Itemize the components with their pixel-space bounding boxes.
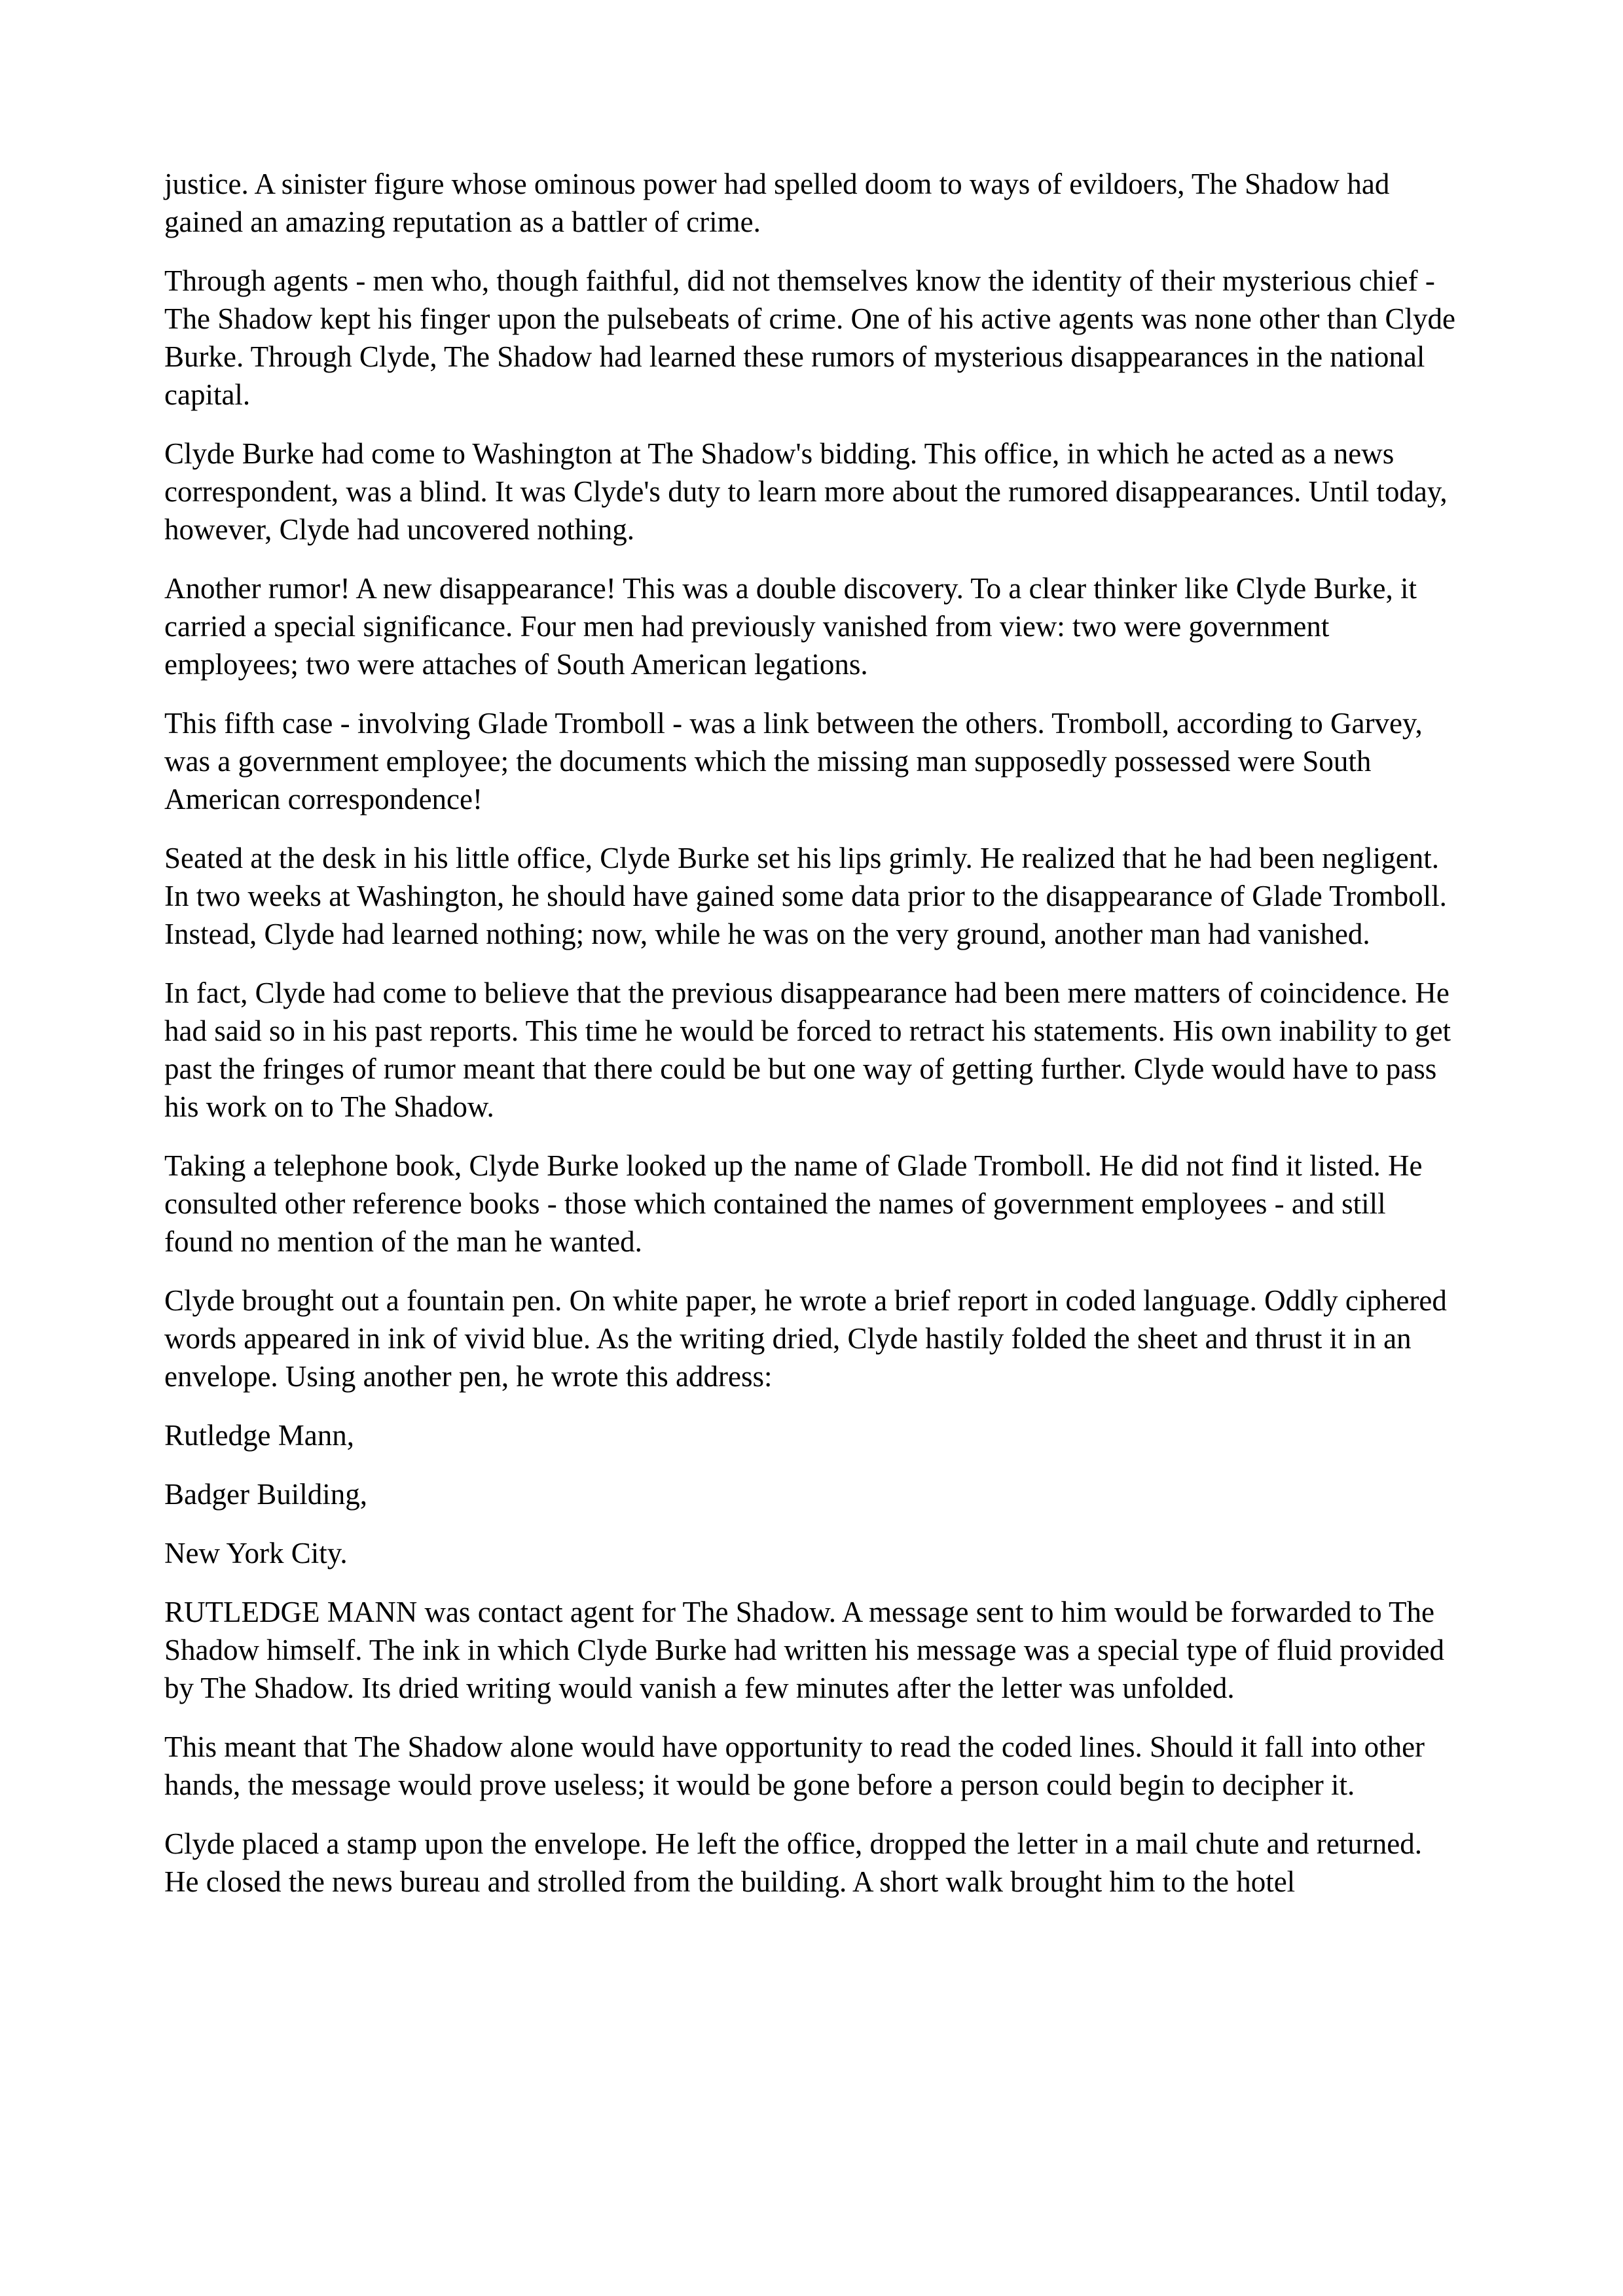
paragraph: Through agents - men who, though faithful, did not themselves know the identity of their mysterious chief - The Shadow kept his finger upon the pulsebeats of crime. One of his active agents was none other than Clyde Burke. Through Clyde, The Shadow had learned these rumors of mysterious disappearances in the national capital. [164, 264, 1455, 411]
paragraph: Clyde Burke had come to Washington at The Shadow's bidding. This office, in which he acted as a news correspondent, was a blind. It was Clyde's duty to learn more about the rumored disappearances. Until today, however, Clyde had uncovered nothing. [164, 437, 1448, 546]
paragraph: RUTLEDGE MANN was contact agent for The Shadow. A message sent to him would be forwarded to The Shadow himself. The ink in which Clyde Burke had written his message was a special type of fluid provided by The Shadow. Its dried writing would vanish a few minutes after the letter was unfolded. [164, 1596, 1445, 1704]
document-page [164, 165, 1461, 1922]
paragraph: Clyde brought out a fountain pen. On white paper, he wrote a brief report in coded language. Oddly ciphered words appeared in ink of vivid blue. As the writing dried, Clyde hastily folded the sheet and thrust it in an envelope. Using another pen, he wrote this address: [164, 1284, 1447, 1393]
paragraph: Clyde placed a stamp upon the envelope. He left the office, dropped the letter in a mail chute and returned. He closed the news bureau and strolled from the building. A short walk brought him to the hotel [164, 1827, 1422, 1898]
paragraph: Another rumor! A new disappearance! This was a double discovery. To a clear thinker like Clyde Burke, it carried a special significance. Four men had previously vanished from view: two were government employees; two were attaches of South American legations. [164, 572, 1417, 681]
address-line: Rutledge Mann, [164, 1419, 354, 1452]
paragraph: Seated at the desk in his little office, Clyde Burke set his lips grimly. He realized that he had been negligent. In two weeks at Washington, he should have gained some data prior to the disappearance of Glade Tromboll. Instead, Clyde had learned nothing; now, while he was on the very ground, another man had vanished. [164, 842, 1447, 950]
paragraph: This meant that The Shadow alone would have opportunity to read the coded lines. Should it fall into other hands, the message would prove useless; it would be gone before a person could begin to decipher it. [164, 1731, 1425, 1801]
paragraph: This fifth case - involving Glade Tromboll - was a link between the others. Tromboll, according to Garvey, was a government employee; the documents which the missing man supposedly possessed were South American correspondence! [164, 707, 1423, 816]
address-line: New York City. [164, 1537, 348, 1570]
paragraph: justice. A sinister figure whose ominous power had spelled doom to ways of evildoers, The Shadow had gained an amazing reputation as a battler of crime. [164, 168, 1390, 238]
paragraph: In fact, Clyde had come to believe that the previous disappearance had been mere matters of coincidence. He had said so in his past reports. This time he would be forced to retract his statements. His own inability to get past the fringes of rumor meant that there could be but one way of getting further. Clyde would have to pass his work on to The Shadow. [164, 977, 1451, 1123]
address-line: Badger Building, [164, 1478, 367, 1511]
paragraph: Taking a telephone book, Clyde Burke looked up the name of Glade Tromboll. He did not find it listed. He consulted other reference books - those which contained the names of government employees - and still found no mention of the man he wanted. [164, 1149, 1423, 1258]
